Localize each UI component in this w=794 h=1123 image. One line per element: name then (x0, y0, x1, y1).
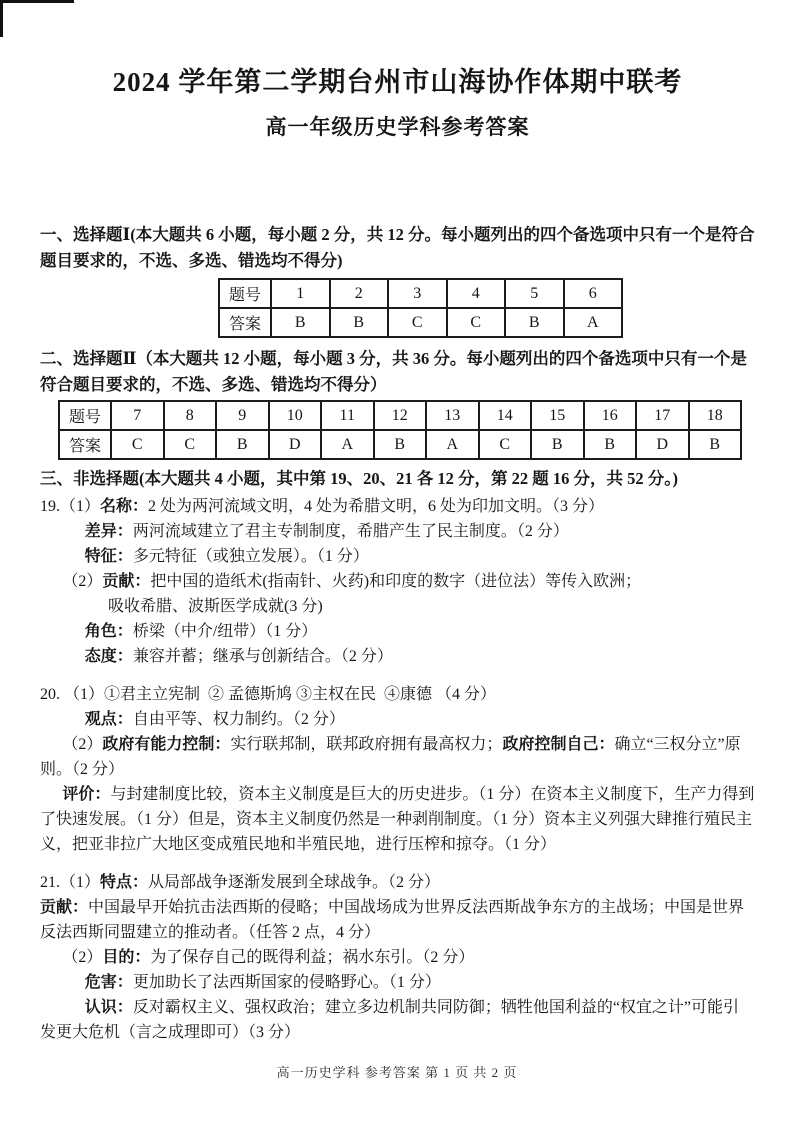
answer-paragraph (40, 870, 755, 895)
answer-text: （2） (62, 736, 103, 753)
answer-text: 吸收希腊、波斯医学成就(3 分) (108, 598, 323, 615)
answer-text: （2） (62, 949, 103, 966)
answer-block-q21 (40, 870, 755, 1045)
answer-paragraph (40, 619, 755, 644)
row-header-cell: 题号 (219, 279, 271, 308)
answer-cell: B (689, 430, 742, 459)
answer-paragraph (40, 995, 755, 1045)
scan-crop-mark (0, 0, 3, 37)
answer-text: 从局部战争逐渐发展到全球战争。（2 分） (148, 874, 441, 891)
answer-text: 兼容并蓄；继承与创新结合。（2 分） (132, 648, 393, 665)
answer-paragraph (40, 519, 755, 544)
question-number-cell: 15 (531, 401, 584, 430)
answer-text: 多元特征（或独立发展）。（1 分） (132, 548, 369, 565)
answer-cell: A (321, 430, 374, 459)
answer-label: 差异： (84, 523, 133, 540)
answer-text: （2） (62, 573, 103, 590)
row-header-cell: 答案 (219, 308, 271, 337)
row-header-cell: 答案 (59, 430, 111, 459)
question-number-cell: 12 (374, 401, 427, 430)
answer-label: 危害： (84, 974, 133, 991)
answer-text: 与封建制度比较，资本主义制度是巨大的历史进步。（1 分）在资本主义制度下，生产力得到了快速发展。（1 分）但是，资本主义制度仍然是一种剥削制度。（1 分）资本主义列强大肆推行殖民主义，把亚非拉广大地区变成殖民地和半殖民地，进行压榨和掠夺。（1 分） (40, 786, 755, 853)
answer-text: 为了保存自己的既得利益；祸水东引。（2 分） (150, 949, 475, 966)
section-3-heading: 三、非选择题(本大题共 4 小题，其中第 19、20、21 各 12 分，第 22 题 16 分，共 52 分。) (40, 469, 678, 488)
answer-cell: C (479, 430, 532, 459)
answer-cell: C (388, 308, 447, 337)
table-row (219, 279, 622, 308)
answer-paragraph (40, 682, 755, 707)
answer-label: 态度： (84, 648, 133, 665)
question-number-cell: 6 (564, 279, 623, 308)
question-number-cell: 17 (636, 401, 689, 430)
answer-label: 评价： (62, 786, 111, 803)
table-row (59, 401, 741, 430)
question-number-cell: 11 (321, 401, 374, 430)
answer-text: 两河流域建立了君主专制制度，希腊产生了民主制度。（2 分） (132, 523, 569, 540)
answer-text: 反对霸权主义、强权政治；建立多边机制共同防御；牺牲他国利益的“权宜之计”可能引发更大危机（言之成理即可）（3 分） (40, 999, 740, 1041)
section-2-heading: 二、选择题Ⅱ（本大题共 12 小题，每小题 3 分，共 36 分。每小题列出的四个备选项中只有一个是符合题目要求的，不选、多选、错选均不得分） (40, 349, 747, 394)
scan-crop-mark (0, 0, 74, 3)
answer-text: 21.（1） (40, 874, 101, 891)
row-header-cell: 题号 (59, 401, 111, 430)
answer-cell: B (216, 430, 269, 459)
section-1-heading: 一、选择题Ⅰ(本大题共 6 小题，每小题 2 分，共 12 分。每小题列出的四个备选项中只有一个是符合题目要求的，不选、多选、错选均不得分) (40, 225, 755, 270)
answer-text: 19.（1） (40, 498, 101, 515)
question-number-cell: 18 (689, 401, 742, 430)
answer-paragraph (40, 544, 755, 569)
answer-label: 名称： (100, 498, 149, 515)
question-number-cell: 16 (584, 401, 637, 430)
doc-title: 2024 学年第二学期台州市山海协作体期中联考 (112, 67, 683, 97)
answer-text: 把中国的造纸术(指南针、火药)和印度的数字（进位法）等传入欧洲； (150, 573, 642, 590)
answer-text: 2 处为两河流域文明，4 处为希腊文明，6 处为印加文明。（3 分） (148, 498, 605, 515)
question-number-cell: 1 (271, 279, 330, 308)
answer-text: 中国最早开始抗击法西斯的侵略；中国战场成为世界反法西斯战争东方的主战场；中国是世界反法西斯同盟建立的推动者。（任答 2 点，4 分） (40, 899, 745, 941)
answer-label: 政府控制自己： (502, 736, 615, 753)
answer-paragraph (40, 945, 755, 970)
answer-paragraph (40, 644, 755, 669)
answer-label: 目的： (102, 949, 151, 966)
question-number-cell: 2 (330, 279, 389, 308)
answer-cell: B (271, 308, 330, 337)
answer-paragraph (40, 895, 755, 945)
answer-block-q20 (40, 682, 755, 857)
answer-paragraph (40, 732, 755, 782)
question-number-cell: 4 (447, 279, 506, 308)
answer-paragraph (40, 494, 755, 519)
answer-cell: A (564, 308, 623, 337)
answer-label: 政府有能力控制： (102, 736, 231, 753)
question-number-cell: 7 (111, 401, 164, 430)
answer-cell: A (426, 430, 479, 459)
question-number-cell: 10 (269, 401, 322, 430)
question-number-cell: 13 (426, 401, 479, 430)
answer-label: 观点： (84, 711, 133, 728)
answer-text: 实行联邦制，联邦政府拥有最高权力； (230, 736, 503, 753)
answer-cell: B (505, 308, 564, 337)
answer-label: 特点： (100, 874, 149, 891)
answer-label: 特征： (84, 548, 133, 565)
table-row (219, 308, 622, 337)
answer-label: 贡献： (102, 573, 151, 590)
answer-cell: D (269, 430, 322, 459)
answer-cell: B (531, 430, 584, 459)
answer-paragraph (40, 782, 755, 857)
answer-text: 桥梁（中介/纽带）（1 分） (132, 623, 318, 640)
answer-label: 角色： (84, 623, 133, 640)
answer-cell: C (164, 430, 217, 459)
answer-cell: D (636, 430, 689, 459)
answer-text: 确立“三权分立”原则。（2 分） (40, 736, 741, 778)
answer-table-2 (58, 400, 742, 460)
answer-text: 更加助长了法西斯国家的侵略野心。（1 分） (132, 974, 441, 991)
answer-cell: B (584, 430, 637, 459)
page-footer: 高一历史学科 参考答案 第 1 页 共 2 页 (276, 1065, 518, 1080)
table-row (59, 430, 741, 459)
answer-block-q19 (40, 494, 755, 669)
answer-cell: C (447, 308, 506, 337)
question-number-cell: 5 (505, 279, 564, 308)
answer-paragraph (40, 569, 755, 594)
question-number-cell: 9 (216, 401, 269, 430)
question-number-cell: 14 (479, 401, 532, 430)
question-number-cell: 3 (388, 279, 447, 308)
answer-cell: B (330, 308, 389, 337)
answer-label: 认识： (84, 999, 133, 1016)
doc-subtitle: 高一年级历史学科参考答案 (265, 115, 530, 139)
question-number-cell: 8 (164, 401, 217, 430)
answer-paragraph (40, 970, 755, 995)
answer-text: 自由平等、权力制约。（2 分） (132, 711, 345, 728)
answer-table-1 (218, 278, 623, 338)
answer-paragraph (40, 594, 755, 619)
answer-cell: B (374, 430, 427, 459)
answer-text: 20. （1）①君主立宪制 ② 孟德斯鸠 ③主权在民 ④康德 （4 分） (40, 686, 497, 703)
answer-label: 贡献： (40, 899, 89, 916)
answer-paragraph (40, 707, 755, 732)
answer-cell: C (111, 430, 164, 459)
